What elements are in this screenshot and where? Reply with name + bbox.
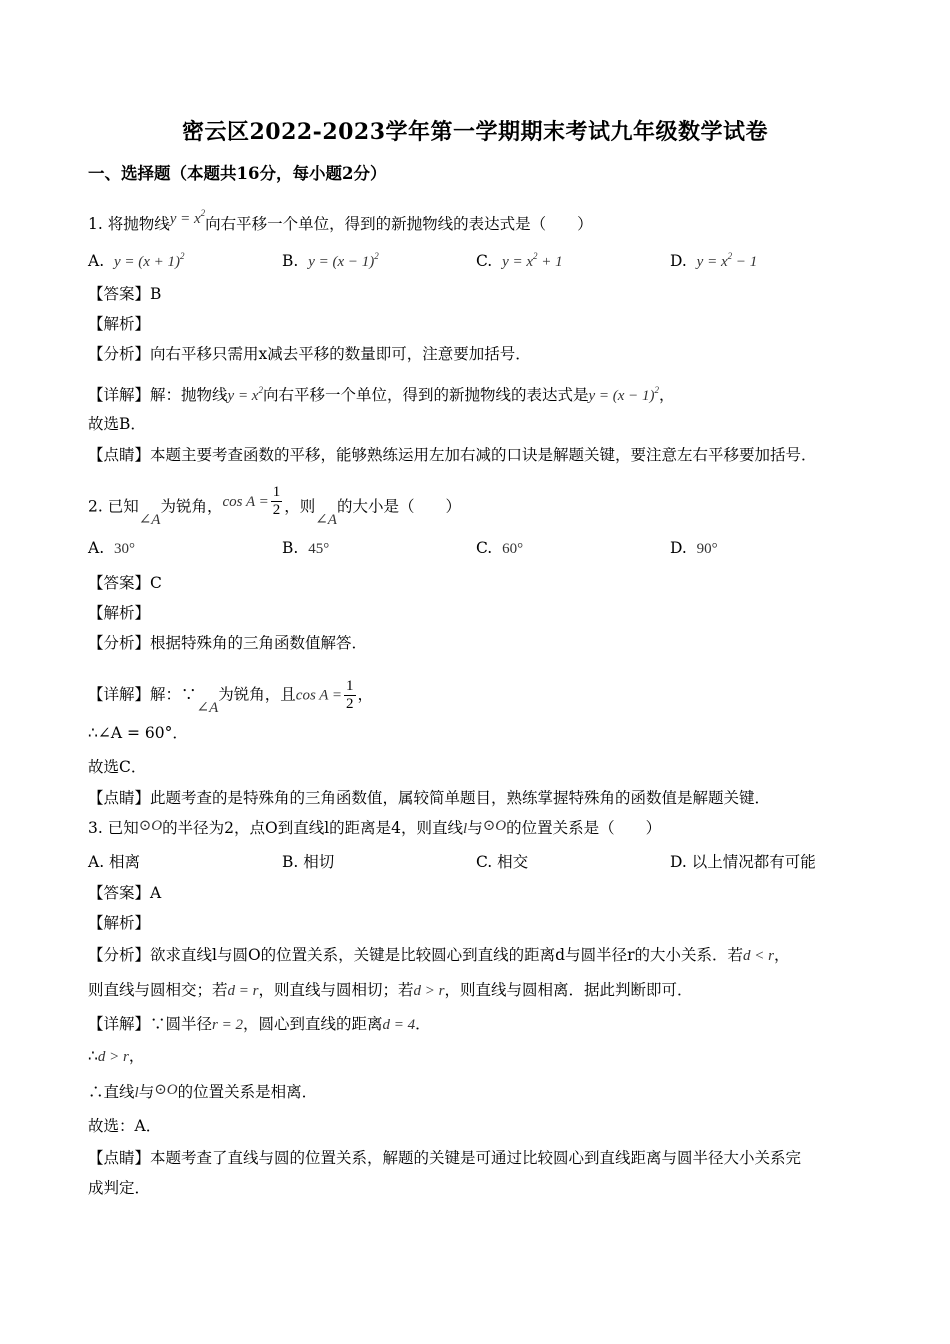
q2-dianjing: 【点睛】此题考查的是特殊角的三角函数值，属较简单题目，熟练掌握特殊角的函数值是解题关键． bbox=[88, 789, 771, 807]
q3-analysis-label: 【解析】 bbox=[88, 914, 151, 932]
q3-option-c: C. 相交 bbox=[476, 853, 529, 871]
section-heading: 一、选择题（本题共16分，每小题2分） bbox=[88, 164, 387, 183]
q2-therefore: ∴∠A = 60°． bbox=[88, 724, 188, 742]
q2-stem: 2. 已知∠A为锐角，cos A = $\frac{1}{2}$ ，则∠A的大小是（ ） bbox=[88, 484, 461, 528]
q3-therefore-2: ∴直线l与⊙O的位置关系是相离． bbox=[88, 1082, 318, 1101]
q1-answer: 【答案】B bbox=[88, 285, 162, 303]
page-title: 密云区2022-2023学年第一学期期末考试九年级数学试卷 bbox=[181, 119, 769, 145]
q3-answer: 【答案】A bbox=[88, 884, 162, 902]
q3-choose: 故选：A． bbox=[88, 1117, 162, 1135]
q2-analysis-label: 【解析】 bbox=[88, 604, 151, 622]
q3-dianjing: 【点睛】本题考查了直线与圆的位置关系，解题的关键是可通过比较圆心到直线距离与圆半径大小关系完 bbox=[88, 1149, 802, 1167]
q3-option-b: B. 相切 bbox=[282, 853, 335, 871]
q3-stem: 3. 已知⊙O的半径为2，点O到直线l的距离是4，则直线l与⊙O的位置关系是（ ） bbox=[88, 818, 662, 837]
q1-dianjing: 【点睛】本题主要考查函数的平移，能够熟练运用左加右减的口诀是解题关键，要注意左右平移要加括号． bbox=[88, 446, 817, 464]
q2-option-c: C. 60° bbox=[476, 539, 524, 557]
q2-option-b: B. 45° bbox=[282, 539, 330, 557]
q1-stem: 1. 将抛物线$y = x^2$向右平移一个单位，得到的新抛物线的表达式是（ ） bbox=[88, 208, 593, 233]
q3-option-d: D. 以上情况都有可能 bbox=[670, 853, 816, 871]
q1-fenxi: 【分析】向右平移只需用x减去平移的数量即可，注意要加括号． bbox=[88, 345, 531, 363]
q3-option-a: A. 相离 bbox=[88, 853, 141, 871]
q1-option-b: B. $y = (x - 1)^2$ bbox=[282, 251, 379, 270]
q1-stem-math: $y = x^2$ bbox=[169, 208, 206, 227]
q3-therefore-1: ∴d > r， bbox=[88, 1047, 145, 1065]
q1-option-c: C. $y = x^2 + 1$ bbox=[476, 251, 563, 270]
q3-fenxi-cont: 则直线与圆相交；若d = r，则直线与圆相切；若d > r，则直线与圆相离．据此判断即可． bbox=[88, 981, 693, 999]
q1-analysis-label: 【解析】 bbox=[88, 315, 151, 333]
q1-option-d: D. $y = x^2 - 1$ bbox=[670, 251, 758, 270]
q3-xiangjie: 【详解】∵圆半径r = 2，圆心到直线的距离d = 4． bbox=[88, 1015, 431, 1033]
q1-xiangjie: 【详解】解：抛物线$y = x^2$向右平移一个单位，得到的新抛物线的表达式是$y = (x - 1)^2$， bbox=[88, 385, 675, 404]
q3-fenxi: 【分析】欲求直线l与圆O的位置关系，关键是比较圆心到直线的距离d与圆半径r的大小关系．若d < r， bbox=[88, 946, 790, 964]
q2-fenxi: 【分析】根据特殊角的三角函数值解答． bbox=[88, 634, 368, 652]
q2-option-d: D. 90° bbox=[670, 539, 718, 557]
q2-answer: 【答案】C bbox=[88, 574, 162, 592]
q2-option-a: A. 30° bbox=[88, 539, 135, 557]
q2-xiangjie: 【详解】解：∵∠A为锐角，且cos A = $\frac{1}{2}$ ， bbox=[88, 678, 374, 716]
q3-dianjing-cont: 成判定． bbox=[88, 1179, 151, 1197]
q1-option-a: A. $y = (x + 1)^2$ bbox=[88, 251, 185, 270]
q1-choose: 故选B． bbox=[88, 415, 146, 433]
q2-choose: 故选C． bbox=[88, 758, 147, 776]
